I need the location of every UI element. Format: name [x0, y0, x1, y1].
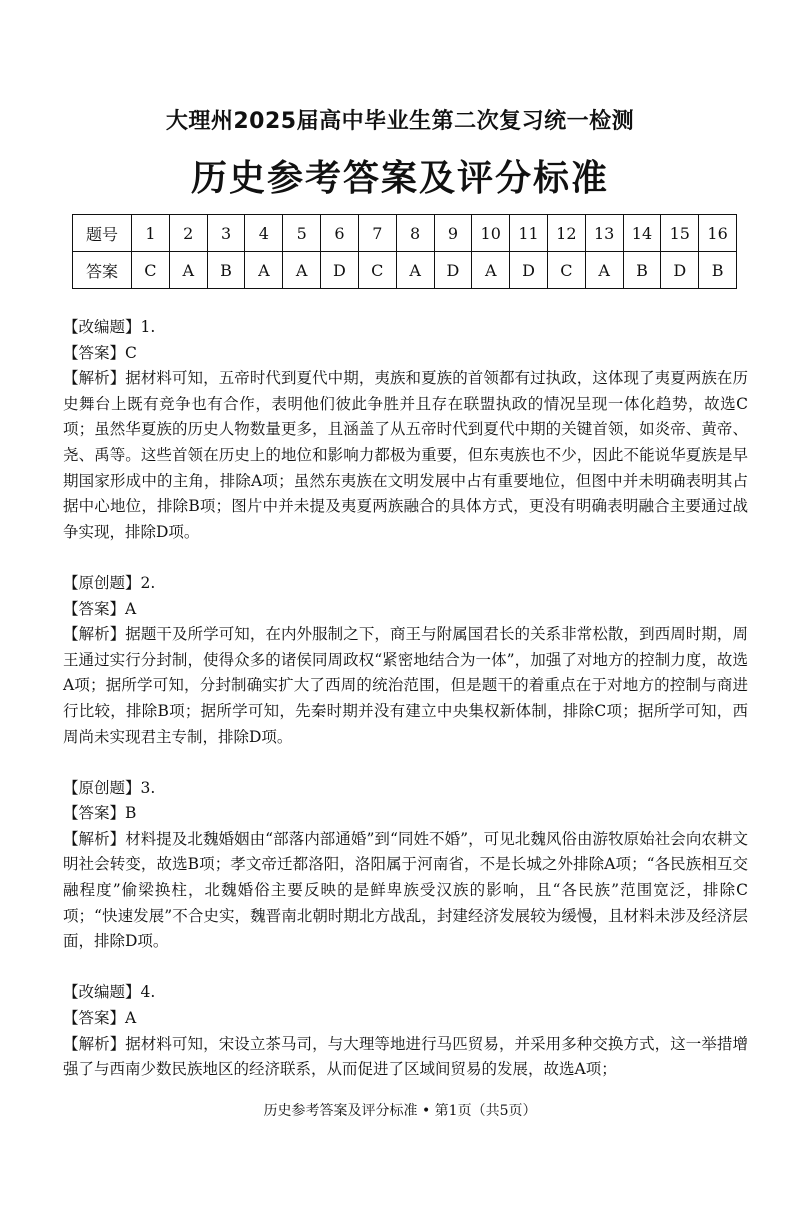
analysis-paragraph: 【解析】据题干及所学可知，在内外服制之下，商王与附属国君长的关系非常松散，到西周时期，周王通过实行分封制，使得众多的诸侯同周政权“紧密地结合为一体”，加强了对地方的控制力度，故选A项；据所学可知，分封制确实扩大了西周的统治范围，但是题干的着重点在于对地方的控制与商进行比较，排除B项；据所学可知，先秦时期并没有建立中央集权新体制，排除C项；据所学可知，西周尚未实现君主专制，排除D项。 [63, 625, 748, 746]
answer-cell: C [358, 252, 396, 289]
analysis-paragraph: 【解析】材料提及北魏婚姻由“部落内部通婚”到“同姓不婚”，可见北魏风俗由游牧原始社会向农耕文明社会转变，故选B项；孝文帝迁都洛阳，洛阳属于河南省，不是长城之外排除A项；“各民族相互交融程度”偷梁换柱，北魏婚俗主要反映的是鲜卑族受汉族的影响，且“各民族”范围宽泛，排除C项；“快速发展”不合史实，魏晋南北朝时期北方战乱，封建经济发展较为缓慢，且材料未涉及经济层面，排除D项。 [63, 829, 748, 951]
question-number: 7 [358, 215, 396, 252]
answer-cell: D [510, 252, 548, 289]
answer-line: 【答案】A [63, 1009, 137, 1028]
question-number-row [73, 215, 737, 252]
question-number: 2 [169, 215, 207, 252]
question-number: 13 [585, 215, 623, 252]
question-number: 8 [396, 215, 434, 252]
answer-cell: D [321, 252, 359, 289]
question-type-tag: 【改编题】1. [63, 318, 156, 336]
answer-cell: B [207, 252, 245, 289]
question-number: 4 [245, 215, 283, 252]
question-number: 16 [699, 215, 737, 252]
answer-cell: B [623, 252, 661, 289]
question-type-tag: 【改编题】4. [63, 983, 156, 1002]
answer-key-table [72, 214, 737, 289]
answer-line: 【答案】A [63, 599, 137, 618]
question-number: 5 [283, 215, 321, 252]
question-number: 9 [434, 215, 472, 252]
question-number: 3 [207, 215, 245, 252]
answer-cell: D [434, 252, 472, 289]
question-type-tag: 【原创题】3. [63, 778, 156, 797]
analysis-paragraph: 【解析】据材料可知，宋设立茶马司，与大理等地进行马匹贸易，并采用多种交换方式，这一举措增强了与西南少数民族地区的经济联系，从而促进了区域间贸易的发展，故选A项； [63, 1034, 748, 1079]
answer-cell: A [472, 252, 510, 289]
answer-cell: A [396, 252, 434, 289]
question-number: 12 [547, 215, 585, 252]
answer-line: 【答案】B [63, 804, 137, 823]
question-number: 14 [623, 215, 661, 252]
exam-subtitle: 大理州2025届高中毕业生第二次复习统一检测 [165, 109, 635, 134]
question-type-tag: 【原创题】2. [63, 573, 156, 592]
answer-cell: A [245, 252, 283, 289]
answer-row [73, 252, 737, 289]
question-number: 1 [132, 215, 170, 252]
answer-cell: C [132, 252, 170, 289]
answer-cell: A [585, 252, 623, 289]
row-label: 答案 [73, 252, 132, 289]
answer-cell: B [699, 252, 737, 289]
question-number: 15 [661, 215, 699, 252]
question-block-2 [63, 571, 748, 750]
page-footer: 历史参考答案及评分标准 • 第1页（共5页） [263, 1103, 537, 1119]
row-label: 题号 [73, 215, 132, 252]
answer-cell: A [169, 252, 207, 289]
answer-line: 【答案】C [63, 343, 137, 362]
answer-cell: C [547, 252, 585, 289]
answer-cell: D [661, 252, 699, 289]
question-number: 10 [472, 215, 510, 252]
question-number: 11 [510, 215, 548, 252]
answer-cell: A [283, 252, 321, 289]
document-title: 历史参考答案及评分标准 [190, 158, 609, 199]
question-number: 6 [321, 215, 359, 252]
analysis-paragraph: 【解析】据材料可知，五帝时代到夏代中期，夷族和夏族的首领都有过执政，这体现了夷夏两族在历史舞台上既有竞争也有合作，表明他们彼此争胜并且存在联盟执政的情况呈现一体化趋势，故选C项；虽然华夏族的历史人物数量更多，且涵盖了从五帝时代到夏代中期的关键首领，如炎帝、黄帝、尧、禹等。这些首领在历史上的地位和影响力都极为重要，但东夷族也不少，因此不能说华夏族是早期国家形成中的主角，排除A项；虽然东夷族在文明发展中占有重要地位，但图中并未明确表明其占据中心地位，排除B项；图片中并未提及夷夏两族融合的具体方式，更没有明确表明融合主要通过战争实现，排除D项。 [63, 369, 748, 541]
question-block-3 [63, 776, 748, 955]
question-block-4 [63, 980, 748, 1082]
answer-explanations [63, 315, 748, 1108]
question-block-1 [63, 315, 748, 545]
